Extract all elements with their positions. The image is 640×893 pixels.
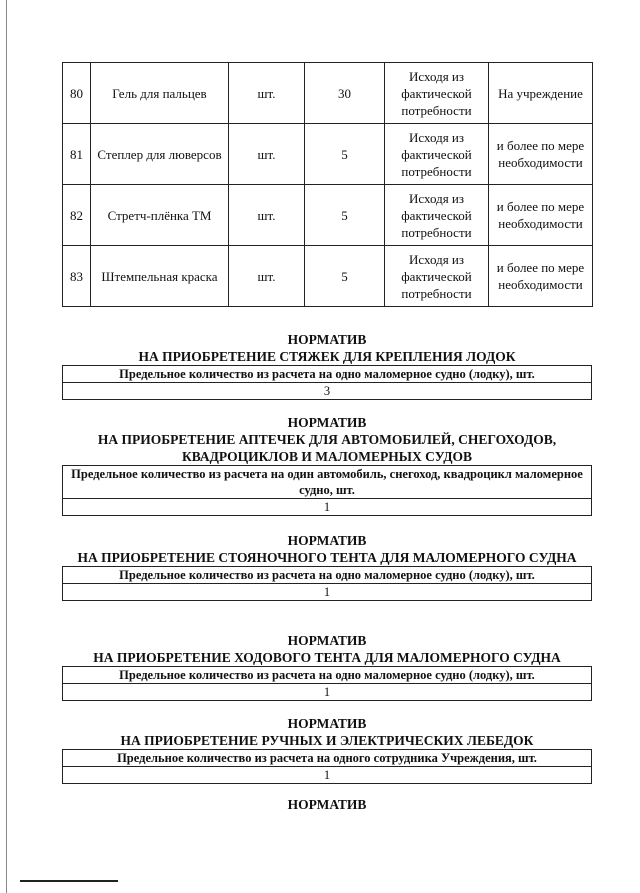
row-number: 80 bbox=[63, 63, 91, 124]
item-basis: Исходя из фактической потребности bbox=[385, 185, 489, 246]
norm-table bbox=[62, 465, 592, 516]
section-subtitle: НА ПРИОБРЕТЕНИЕ СТОЯНОЧНОГО ТЕНТА ДЛЯ МАЛОМЕРНОГО СУДНА bbox=[77, 550, 577, 565]
section-subtitle: НА ПРИОБРЕТЕНИЕ АПТЕЧЕК ДЛЯ АВТОМОБИЛЕЙ, СНЕГОХОДОВ, КВАДРОЦИКЛОВ И МАЛОМЕРНЫХ СУДОВ bbox=[97, 432, 557, 464]
row-number: 81 bbox=[63, 124, 91, 185]
norm-value: 1 bbox=[63, 499, 592, 516]
section-title: НОРМАТИВ bbox=[287, 533, 367, 548]
left-margin-line bbox=[6, 0, 7, 893]
norm-section-travel-tent bbox=[62, 632, 592, 701]
section-subtitle: НА ПРИОБРЕТЕНИЕ РУЧНЫХ И ЭЛЕКТРИЧЕСКИХ ЛЕБЕДОК bbox=[120, 733, 534, 748]
items-table bbox=[62, 62, 593, 307]
table-row bbox=[63, 63, 593, 124]
norm-table bbox=[62, 566, 592, 601]
section-subtitle: НА ПРИОБРЕТЕНИЕ СТЯЖЕК ДЛЯ КРЕПЛЕНИЯ ЛОДОК bbox=[138, 349, 516, 364]
item-quantity: 30 bbox=[305, 63, 385, 124]
item-quantity: 5 bbox=[305, 124, 385, 185]
item-note: и более по мере необходимости bbox=[489, 246, 593, 307]
item-name: Стретч-плёнка ТМ bbox=[91, 185, 229, 246]
table-row bbox=[63, 124, 593, 185]
norm-section-mooring-tent bbox=[62, 532, 592, 601]
norm-table bbox=[62, 749, 592, 784]
item-name: Штемпельная краска bbox=[91, 246, 229, 307]
footnote-rule bbox=[20, 880, 118, 882]
item-basis: Исходя из фактической потребности bbox=[385, 63, 489, 124]
norm-section-boat-ties bbox=[62, 331, 592, 400]
norm-header: Предельное количество из расчета на одно маломерное судно (лодку), шт. bbox=[63, 567, 592, 584]
norm-header: Предельное количество из расчета на один автомобиль, снегоход, квадроцикл маломерное судно, шт. bbox=[63, 466, 592, 499]
item-basis: Исходя из фактической потребности bbox=[385, 246, 489, 307]
section-subtitle: НА ПРИОБРЕТЕНИЕ ХОДОВОГО ТЕНТА ДЛЯ МАЛОМЕРНОГО СУДНА bbox=[93, 650, 561, 665]
item-name: Степлер для люверсов bbox=[91, 124, 229, 185]
norm-header: Предельное количество из расчета на одно маломерное судно (лодку), шт. bbox=[63, 667, 592, 684]
table-row bbox=[63, 246, 593, 307]
item-note: и более по мере необходимости bbox=[489, 185, 593, 246]
table-row bbox=[63, 185, 593, 246]
norm-value: 1 bbox=[63, 684, 592, 701]
norm-section-first-aid-kits bbox=[62, 414, 592, 516]
item-unit: шт. bbox=[229, 124, 305, 185]
row-number: 83 bbox=[63, 246, 91, 307]
item-unit: шт. bbox=[229, 185, 305, 246]
section-title: НОРМАТИВ bbox=[287, 415, 367, 430]
norm-value: 1 bbox=[63, 767, 592, 784]
item-unit: шт. bbox=[229, 63, 305, 124]
section-title: НОРМАТИВ bbox=[287, 716, 367, 731]
section-title: НОРМАТИВ bbox=[287, 633, 367, 648]
section-title: НОРМАТИВ bbox=[287, 797, 367, 812]
item-basis: Исходя из фактической потребности bbox=[385, 124, 489, 185]
row-number: 82 bbox=[63, 185, 91, 246]
item-quantity: 5 bbox=[305, 185, 385, 246]
norm-value: 3 bbox=[63, 383, 592, 400]
norm-section-next bbox=[62, 796, 592, 813]
section-title: НОРМАТИВ bbox=[287, 332, 367, 347]
item-name: Гель для пальцев bbox=[91, 63, 229, 124]
item-unit: шт. bbox=[229, 246, 305, 307]
item-quantity: 5 bbox=[305, 246, 385, 307]
norm-table bbox=[62, 666, 592, 701]
norm-value: 1 bbox=[63, 584, 592, 601]
norm-section-winches bbox=[62, 715, 592, 784]
item-note: На учреждение bbox=[489, 63, 593, 124]
norm-header: Предельное количество из расчета на одно маломерное судно (лодку), шт. bbox=[63, 366, 592, 383]
norm-header: Предельное количество из расчета на одного сотрудника Учреждения, шт. bbox=[63, 750, 592, 767]
item-note: и более по мере необходимости bbox=[489, 124, 593, 185]
norm-table bbox=[62, 365, 592, 400]
